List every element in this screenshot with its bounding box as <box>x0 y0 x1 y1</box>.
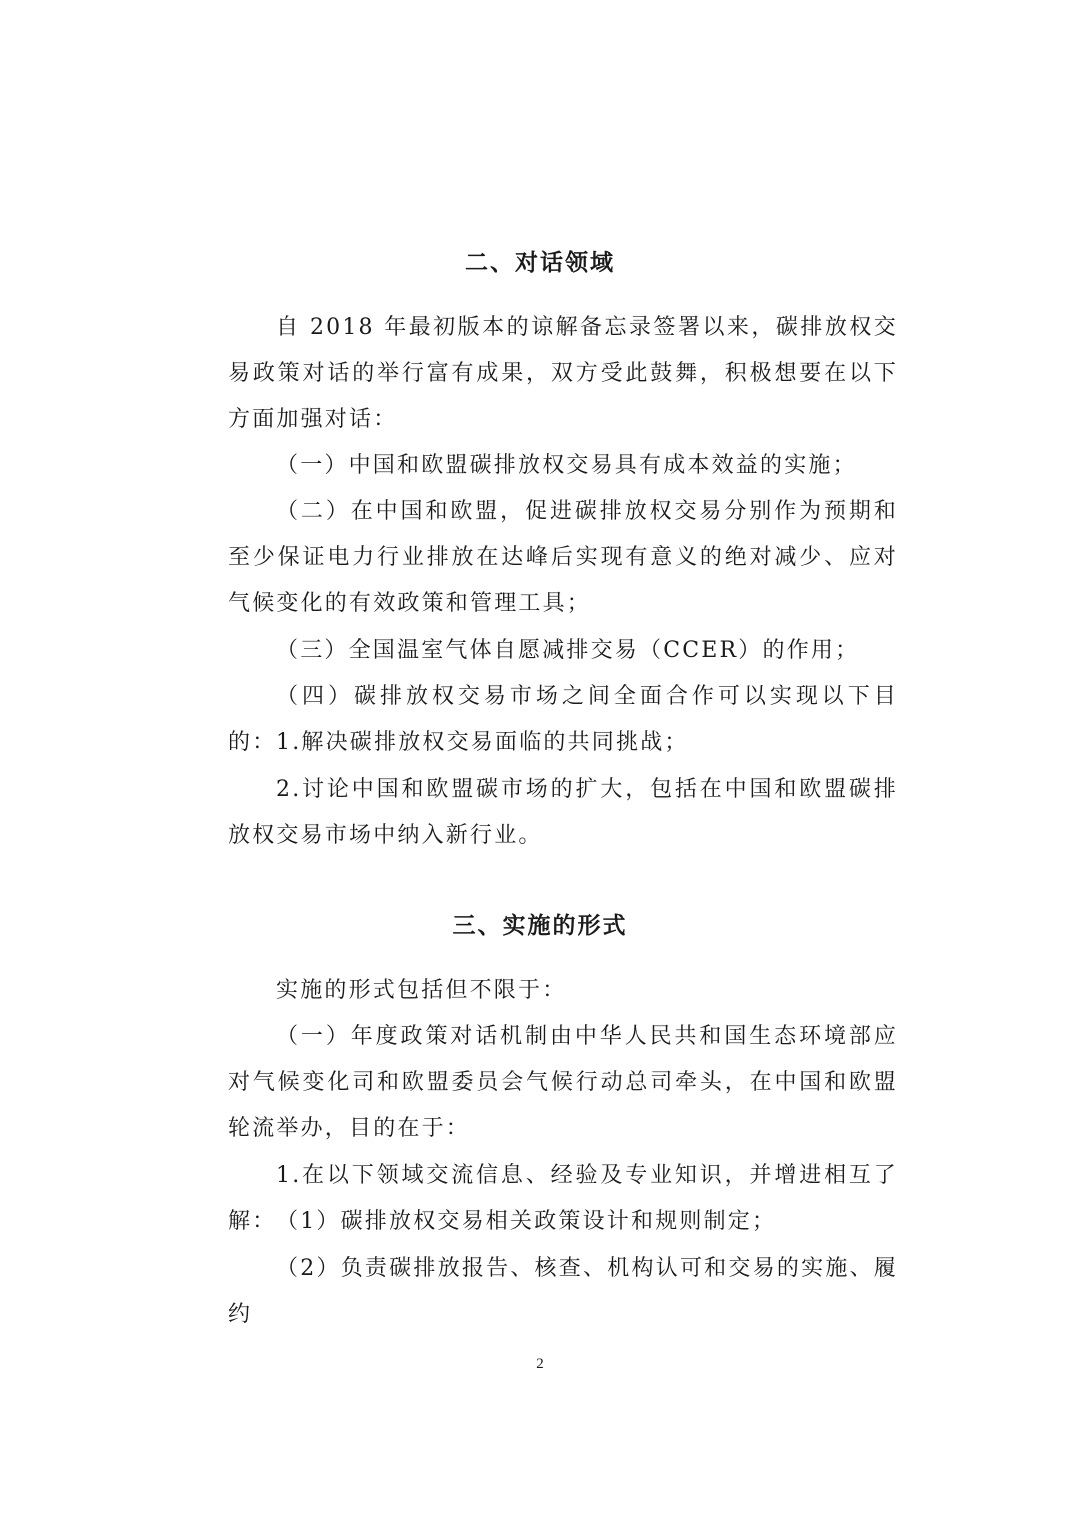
paragraph: （三）全国温室气体自愿减排交易（CCER）的作用； <box>276 638 860 663</box>
section-heading-implementation-forms: 三、实施的形式 <box>452 913 628 939</box>
paragraph: （二）在中国和欧盟，促进碳排放权交易分别作为预期和至少保证电力行业排放在达峰后实现有意义的绝对减少、应对气候变化的有效政策和管理工具； <box>228 499 898 616</box>
page-number: 2 <box>536 1356 544 1372</box>
paragraph: 1.解决碳排放权交易面临的共同挑战； <box>276 730 689 755</box>
paragraph: （一）年度政策对话机制由中华人民共和国生态环境部应对气候变化司和欧盟委员会气候行动总司牵头，在中国和欧盟轮流举办，目的在于： <box>228 1024 898 1141</box>
paragraph: 2.讨论中国和欧盟碳市场的扩大，包括在中国和欧盟碳排放权交易市场中纳入新行业。 <box>228 777 898 848</box>
paragraph: 自 2018 年最初版本的谅解备忘录签署以来，碳排放权交易政策对话的举行富有成果，双方受此鼓舞，积极想要在以下方面加强对话： <box>228 315 898 432</box>
paragraph: （1）碳排放权交易相关政策设计和规则制定； <box>276 1209 777 1234</box>
paragraph: 1.在以下领域交流信息、经验及专业知识，并增进相互了解： <box>228 1163 898 1234</box>
paragraph: （2）负责碳排放报告、核查、机构认可和交易的实施、履约 <box>228 1256 898 1327</box>
paragraph: 实施的形式包括但不限于： <box>276 978 567 1003</box>
paragraph: （四）碳排放权交易市场之间全面合作可以实现以下目的： <box>228 684 898 755</box>
section-heading-dialogue-areas: 二、对话领域 <box>465 250 615 276</box>
paragraph: （一）中国和欧盟碳排放权交易具有成本效益的实施； <box>276 453 857 478</box>
